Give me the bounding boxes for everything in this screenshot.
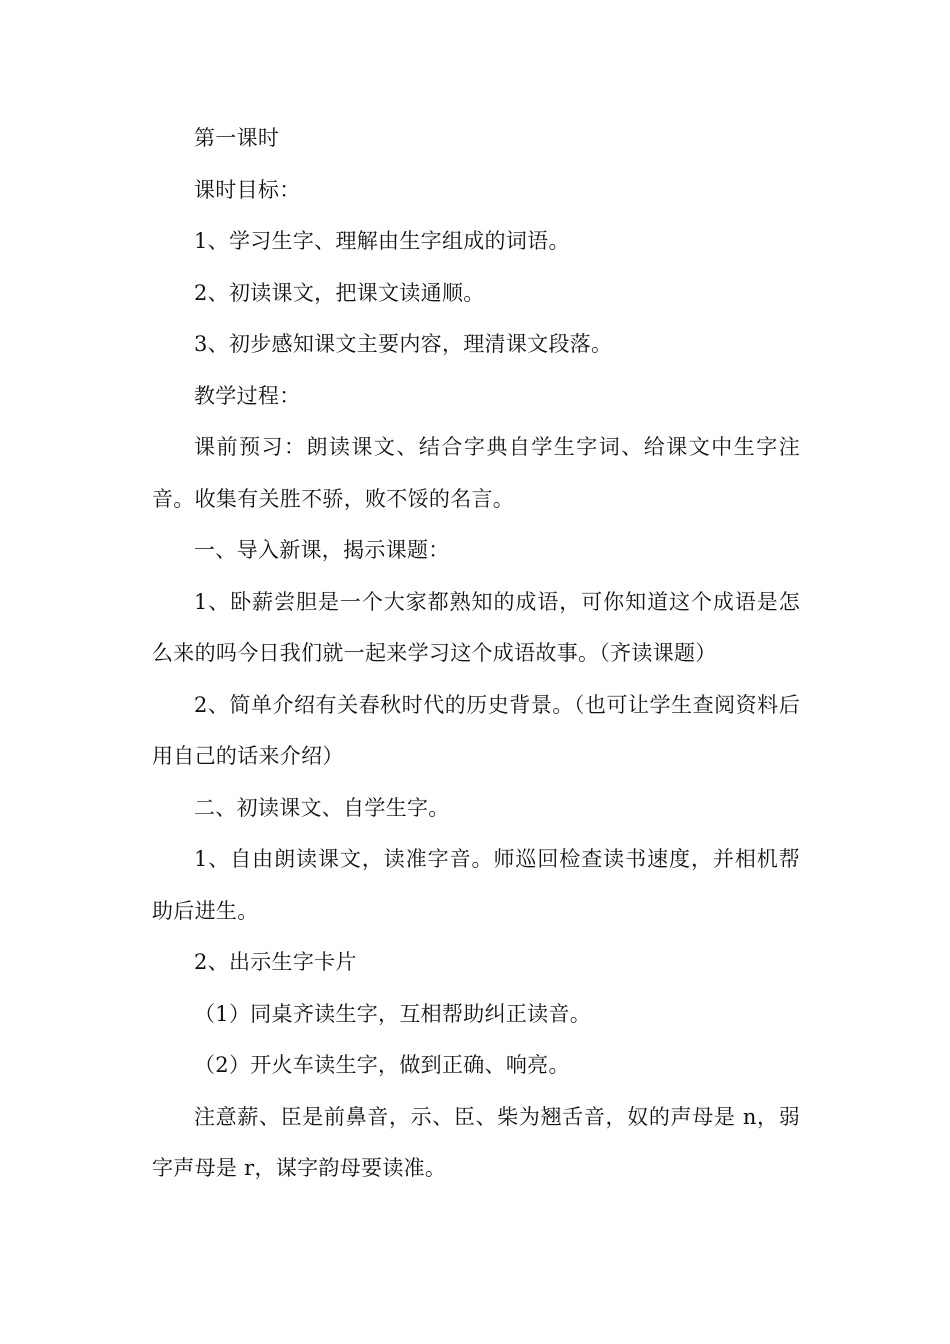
objective-item-2: 2、初读课文，把课文读通顺。 [194,280,485,305]
section-two-item-1: 1、自由朗读课文，读准字音。师巡回检查读书速度，并相机帮助后进生。 [152,847,800,923]
document-body [152,113,800,1195]
objective-item-1: 1、学习生字、理解由生字组成的词语。 [194,229,570,253]
lesson-heading: 第一课时 [194,126,280,150]
section-two-item-2: 2、出示生字卡片 [194,950,357,974]
section-one-item-1: 1、卧薪尝胆是一个大家都熟知的成语，可你知道这个成语是怎么来的吗今日我们就一起来学习这个成语故事。（齐读课题） [152,589,800,665]
section-one-heading: 一、导入新课，揭示课题： [194,538,450,562]
section-one-item-2: 2、简单介绍有关春秋时代的历史背景。（也可让学生查阅资料后用自己的话来介绍） [152,692,800,768]
section-two-heading: 二、初读课文、自学生字。 [194,795,450,820]
objectives-heading: 课时目标： [194,177,301,202]
sub-item-1: （1）同桌齐读生字，互相帮助纠正读音。 [194,1001,592,1026]
pronunciation-note: 注意薪、臣是前鼻音，示、臣、柴为翘舌音，奴的声母是 n，弱字声母是 r，谋字韵母要读准。 [152,1104,800,1180]
sub-item-2: （2）开火车读生字，做到正确、响亮。 [194,1053,570,1077]
process-heading: 教学过程： [194,383,301,408]
preview-paragraph: 课前预习：朗读课文、结合字典自学生字词、给课文中生字注音。收集有关胜不骄，败不馁的名言。 [152,435,800,511]
objective-item-3: 3、初步感知课文主要内容，理清课文段落。 [194,332,613,356]
